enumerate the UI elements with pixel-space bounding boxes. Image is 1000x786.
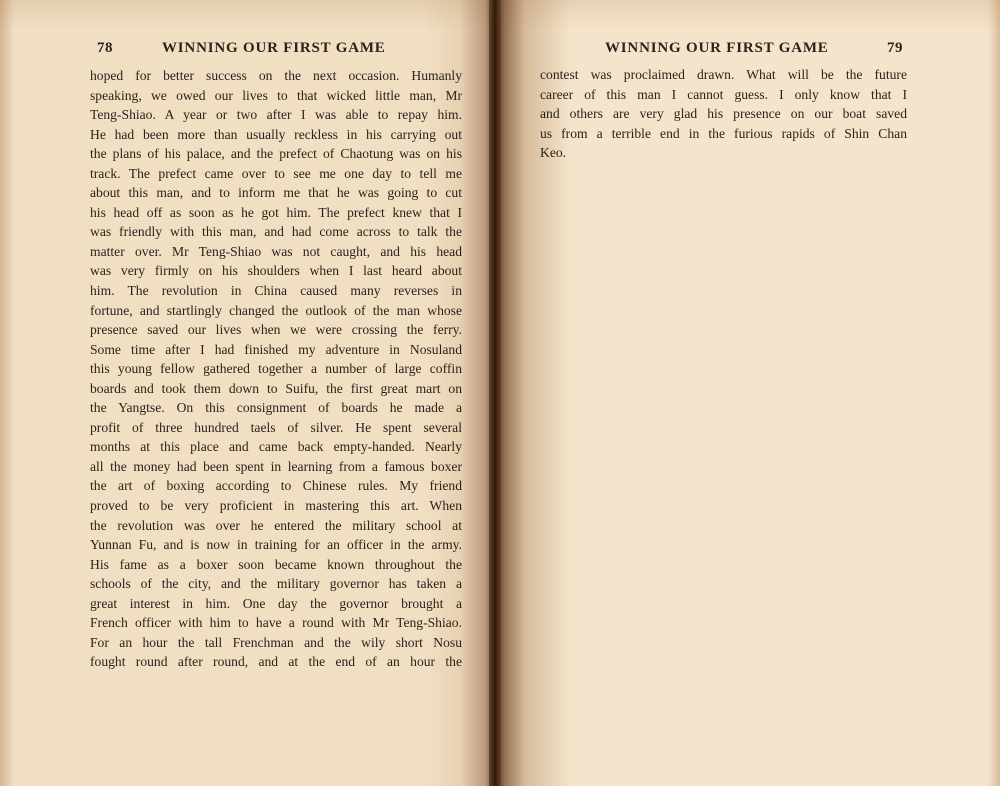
text-line: was friendly with this man, and had come across to talk the — [90, 224, 462, 240]
text-line: us from a terrible end in the furious rapids of Shin Chan — [540, 125, 907, 141]
text-line: his head off as soon as he got him. The prefect knew that I — [90, 204, 462, 220]
text-line: this young fellow gathered together a number of large coffin — [90, 361, 462, 377]
text-line: contest was proclaimed drawn. What will be the future — [540, 67, 907, 82]
right-page-number: 79 — [887, 40, 903, 56]
text-line: the art of boxing according to Chinese rules. My friend — [90, 478, 462, 494]
text-line: presence saved our lives when we were crossing the ferry. — [90, 322, 462, 338]
text-line: Teng-Shiao. A year or two after I was able to repay him. — [90, 107, 462, 123]
text-line: For an hour the tall Frenchman and the wily short Nosu — [90, 634, 462, 650]
book-gutter — [489, 0, 501, 786]
right-page-body — [540, 65, 907, 163]
text-line: months at this place and came back empty-handed. Nearly — [90, 439, 462, 455]
left-page-number: 78 — [97, 40, 113, 56]
text-line: He had been more than usually reckless in his carrying out — [90, 126, 462, 142]
left-running-head: WINNING OUR FIRST GAME — [162, 40, 386, 56]
left-page — [0, 0, 495, 786]
text-line: about this man, and to inform me that he was going to cut — [90, 185, 462, 201]
text-line: fought round after round, and at the end of an hour the — [90, 654, 462, 670]
text-line: proved to be very proficient in mastering this art. When — [90, 498, 462, 514]
text-line: Keo. — [540, 145, 567, 161]
text-line: boards and took them down to Suifu, the first great mart on — [90, 380, 462, 396]
text-line: great interest in him. One day the governor brought a — [90, 595, 462, 611]
text-line: the revolution was over he entered the military school at — [90, 517, 462, 533]
text-line: was very firmly on his shoulders when I last heard about — [90, 263, 462, 279]
text-line: His fame as a boxer soon became known throughout the — [90, 556, 462, 572]
text-line: fortune, and startlingly changed the outlook of the man whose — [90, 302, 462, 318]
text-line: and others are very glad his presence on our boat saved — [540, 106, 907, 122]
text-line: matter over. Mr Teng-Shiao was not caught, and his head — [90, 243, 462, 259]
right-running-head: WINNING OUR FIRST GAME — [605, 40, 829, 56]
left-page-body — [90, 66, 462, 672]
text-line: hoped for better success on the next occasion. Humanly — [90, 68, 462, 83]
text-line: Yunnan Fu, and is now in training for an officer in the army. — [90, 537, 462, 553]
text-line: speaking, we owed our lives to that wicked little man, Mr — [90, 87, 462, 103]
text-line: all the money had been spent in learning from a famous boxer — [90, 458, 462, 474]
right-page — [495, 0, 1000, 786]
text-line: the plans of his palace, and the prefect of Chaotung was on his — [90, 146, 462, 162]
text-line: him. The revolution in China caused many reverses in — [90, 283, 462, 299]
text-line: the Yangtse. On this consignment of boards he made a — [90, 400, 462, 416]
text-line: track. The prefect came over to see me one day to tell me — [90, 165, 462, 181]
text-line: profit of three hundred taels of silver. He spent several — [90, 419, 462, 435]
text-line: French officer with him to have a round with Mr Teng-Shiao. — [90, 615, 462, 631]
text-line: schools of the city, and the military governor has taken a — [90, 576, 462, 592]
text-line: Some time after I had finished my adventure in Nosuland — [90, 341, 462, 357]
text-line: career of this man I cannot guess. I only know that I — [540, 86, 907, 102]
